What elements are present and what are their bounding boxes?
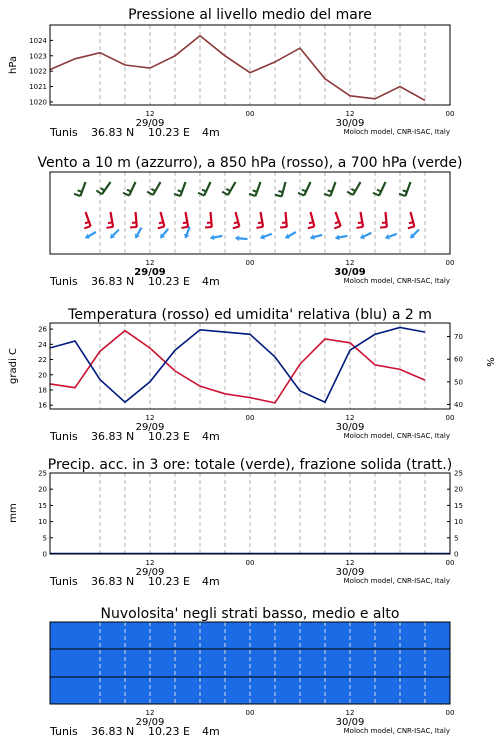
y-tick-label: 25 [38, 469, 47, 478]
location-name: Tunis [50, 126, 78, 139]
cloud-layers [50, 622, 450, 704]
y-tick-label: 1023 [29, 52, 47, 61]
precip-plot-area [50, 473, 450, 554]
precip-title: Precip. acc. in 3 ore: totale (verde), frazione solida (tratt.) [47, 457, 453, 473]
x-tick-label: 12 [345, 259, 355, 267]
date-label: 30/09 [334, 267, 366, 278]
location-elev: 4m [202, 430, 220, 443]
y-tick-label: 60 [454, 355, 463, 364]
location-name: Tunis [50, 275, 78, 288]
x-tick-label: 00 [445, 559, 455, 567]
location-lon: 10.23 E [148, 725, 190, 738]
location-name: Tunis [50, 575, 78, 588]
x-tick-label: 00 [245, 110, 255, 118]
y-tick-label: 26 [38, 325, 47, 334]
y-tick-label: 1024 [29, 36, 47, 45]
x-tick-label: 12 [145, 259, 155, 267]
x-tick-label: 00 [245, 709, 255, 717]
model-credit: Moloch model, CNR-ISAC, Italy [343, 432, 450, 440]
date-label: 29/09 [135, 567, 165, 578]
location-lon: 10.23 E [148, 575, 190, 588]
y-tick-label: 5 [42, 534, 47, 543]
wind-title: Vento a 10 m (azzurro), a 850 hPa (rosso), a 700 hPa (verde) [37, 155, 463, 171]
location-lon: 10.23 E [148, 275, 190, 288]
x-tick-label: 00 [245, 259, 255, 267]
date-label: 30/09 [335, 118, 365, 129]
date-label: 29/09 [135, 717, 165, 728]
y-tick-label: 18 [38, 386, 47, 395]
location-elev: 4m [202, 725, 220, 738]
humidity-ylabel: % [484, 357, 495, 367]
model-credit: Moloch model, CNR-ISAC, Italy [343, 128, 450, 136]
y-tick-label: 1022 [29, 67, 47, 76]
date-label: 30/09 [335, 567, 365, 578]
location-name: Tunis [50, 430, 78, 443]
y-tick-label: 20 [454, 485, 463, 494]
location-lat: 36.83 N [91, 126, 135, 139]
location-lon: 10.23 E [148, 430, 190, 443]
y-tick-label: 25 [454, 469, 463, 478]
x-tick-label: 00 [445, 259, 455, 267]
location-name: Tunis [50, 725, 78, 738]
pressure-title: Pressione al livello medio del mare [128, 7, 372, 23]
x-tick-label: 12 [145, 709, 155, 717]
pressure-plot-area [50, 25, 450, 105]
cloud-title: Nuvolosita' negli strati basso, medio e alto [100, 606, 400, 622]
location-elev: 4m [202, 126, 220, 139]
y-tick-label: 1020 [29, 98, 47, 107]
date-label: 29/09 [135, 118, 165, 129]
y-tick-label: 5 [454, 534, 459, 543]
x-tick-label: 00 [445, 709, 455, 717]
temperature-ylabel: gradi C [8, 348, 19, 384]
y-tick-label: 15 [454, 501, 463, 510]
y-tick-label: 24 [38, 340, 47, 349]
location-lat: 36.83 N [91, 575, 135, 588]
x-tick-label: 12 [345, 559, 355, 567]
x-tick-label: 12 [145, 110, 155, 118]
y-tick-label: 15 [38, 501, 47, 510]
y-tick-label: 0 [42, 550, 47, 559]
model-credit: Moloch model, CNR-ISAC, Italy [343, 577, 450, 585]
y-tick-label: 50 [454, 378, 463, 387]
precip-ylabel: mm [8, 503, 19, 523]
date-label: 30/09 [335, 717, 365, 728]
date-label: 29/09 [135, 422, 165, 433]
y-tick-label: 22 [38, 356, 47, 365]
location-lat: 36.83 N [91, 430, 135, 443]
location-elev: 4m [202, 575, 220, 588]
y-tick-label: 40 [454, 400, 463, 409]
x-tick-label: 12 [145, 414, 155, 422]
y-tick-label: 16 [38, 401, 47, 410]
y-tick-label: 10 [454, 518, 463, 527]
y-tick-label: 10 [38, 518, 47, 527]
temperature-title: Temperatura (rosso) ed umidita' relativa (blu) a 2 m [68, 307, 432, 323]
pressure-y-axis [29, 37, 53, 107]
pressure-ylabel: hPa [8, 55, 19, 75]
y-tick-label: 1021 [29, 83, 47, 92]
location-elev: 4m [202, 275, 220, 288]
location-lat: 36.83 N [91, 725, 135, 738]
location-lon: 10.23 E [148, 126, 190, 139]
y-tick-label: 0 [454, 550, 459, 559]
y-tick-label: 70 [454, 333, 463, 342]
x-tick-label: 12 [345, 414, 355, 422]
model-credit: Moloch model, CNR-ISAC, Italy [343, 277, 450, 285]
x-tick-label: 12 [345, 110, 355, 118]
date-label: 30/09 [335, 422, 365, 433]
x-tick-label: 00 [445, 414, 455, 422]
x-tick-label: 00 [445, 110, 455, 118]
x-tick-label: 12 [145, 559, 155, 567]
x-tick-label: 00 [245, 414, 255, 422]
x-tick-label: 00 [245, 559, 255, 567]
date-label: 29/09 [134, 267, 166, 278]
location-lat: 36.83 N [91, 275, 135, 288]
y-tick-label: 20 [38, 485, 47, 494]
model-credit: Moloch model, CNR-ISAC, Italy [343, 727, 450, 735]
x-tick-label: 12 [345, 709, 355, 717]
y-tick-label: 20 [38, 371, 47, 380]
